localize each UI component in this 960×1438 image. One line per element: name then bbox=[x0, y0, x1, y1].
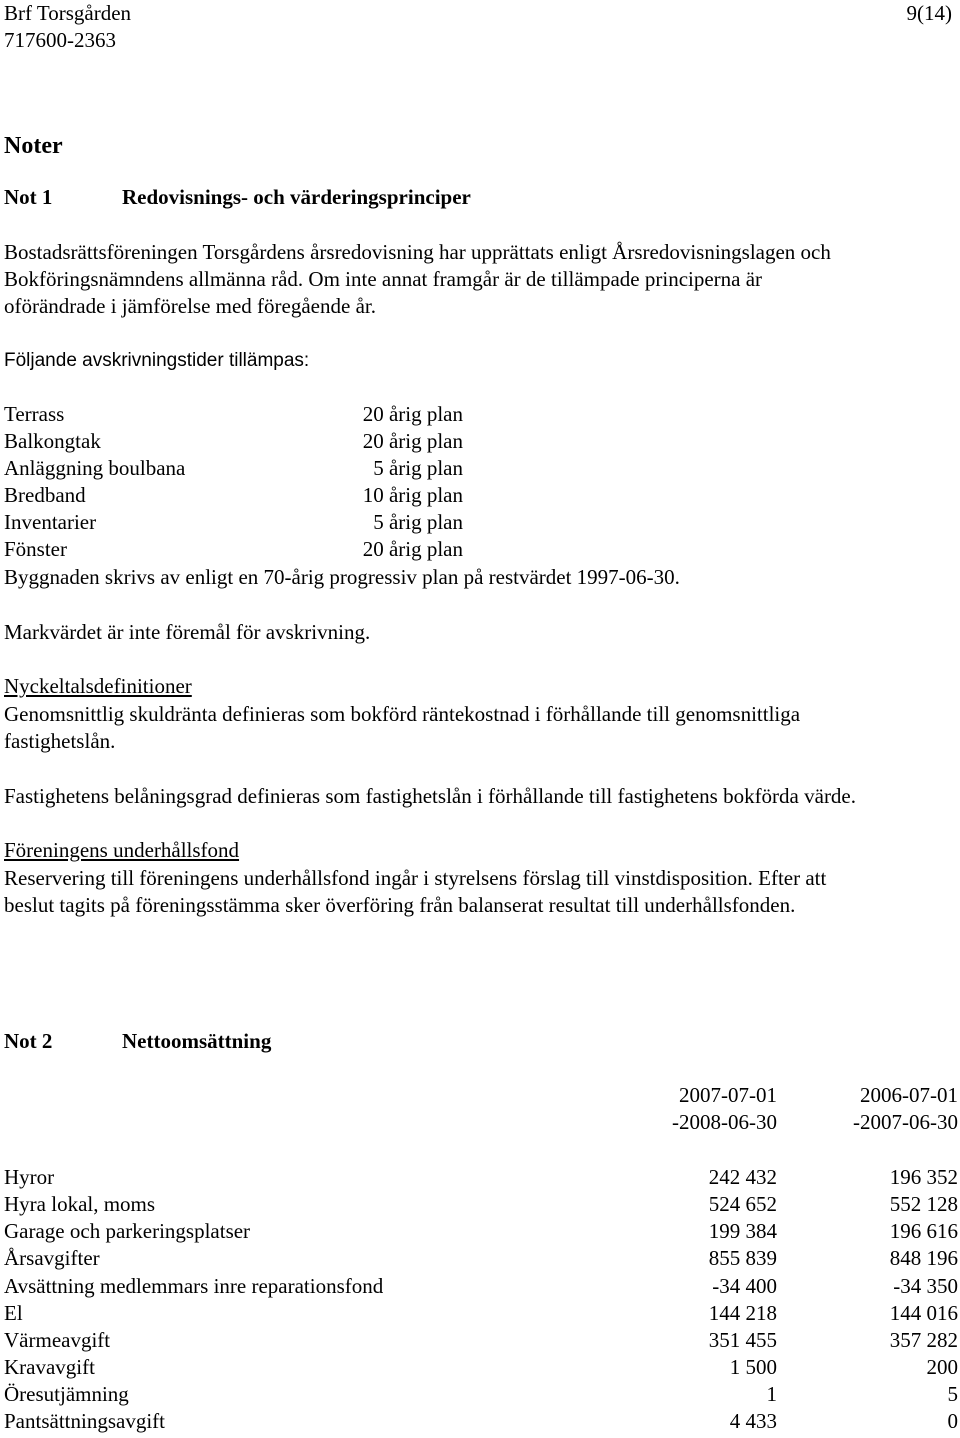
key-ratios-heading: Nyckeltalsdefinitioner bbox=[4, 674, 192, 698]
row-value-previous: -34 350 bbox=[893, 1274, 958, 1298]
row-value-current: 524 652 bbox=[708, 1192, 777, 1216]
row-label: Hyra lokal, moms bbox=[4, 1192, 156, 1216]
depreciation-item-period: 10 årig plan bbox=[362, 483, 463, 507]
loan-ratio-text: Fastighetens belåningsgrad definieras som fastighetslån i förhållande till fastighetens bokförda värde. bbox=[4, 784, 857, 808]
depreciation-item-name: Anläggning boulbana bbox=[4, 456, 186, 480]
depreciation-item-name: Inventarier bbox=[4, 510, 97, 534]
row-label: Pantsättningsavgift bbox=[4, 1409, 165, 1433]
building-depreciation-text: Byggnaden skrivs av enligt en 70-årig progressiv plan på restvärdet 1997-06-30. bbox=[4, 565, 680, 589]
depreciation-item-name: Bredband bbox=[4, 483, 86, 507]
note2-title: Nettoomsättning bbox=[122, 1029, 272, 1053]
depreciation-item-period: 5 årig plan bbox=[373, 456, 463, 480]
row-value-previous: 200 bbox=[926, 1355, 958, 1379]
column-header-current: -2008-06-30 bbox=[672, 1110, 777, 1134]
row-value-current: 351 455 bbox=[708, 1328, 777, 1352]
row-value-previous: 5 bbox=[947, 1382, 958, 1406]
note1-paragraph-line: Bostadsrättsföreningen Torsgårdens årsredovisning har upprättats enligt Årsredovisningslagen och bbox=[4, 240, 831, 264]
organization-number: 717600-2363 bbox=[4, 28, 116, 52]
depreciation-item-period: 20 årig plan bbox=[362, 537, 463, 561]
row-label: El bbox=[4, 1301, 23, 1325]
column-header-previous: -2007-06-30 bbox=[853, 1110, 958, 1134]
row-value-current: 242 432 bbox=[708, 1165, 777, 1189]
key-ratios-line: Genomsnittlig skuldränta definieras som bokförd räntekostnad i förhållande till genomsnittliga bbox=[4, 702, 801, 726]
row-value-current: 199 384 bbox=[708, 1219, 777, 1243]
row-value-previous: 196 352 bbox=[889, 1165, 958, 1189]
maintenance-fund-heading: Föreningens underhållsfond bbox=[4, 838, 240, 862]
key-ratios-line: fastighetslån. bbox=[4, 729, 116, 753]
organization-name: Brf Torsgården bbox=[4, 1, 132, 25]
note1-number: Not 1 bbox=[4, 185, 53, 209]
depreciation-intro: Följande avskrivningstider tillämpas: bbox=[4, 350, 310, 371]
note1-paragraph-line: Bokföringsnämndens allmänna råd. Om inte annat framgår är de tillämpade principerna är bbox=[4, 267, 763, 291]
land-value-text: Markvärdet är inte föremål för avskrivning. bbox=[4, 620, 371, 644]
depreciation-item-name: Fönster bbox=[4, 537, 67, 561]
row-value-current: 1 500 bbox=[729, 1355, 777, 1379]
row-value-current: 144 218 bbox=[708, 1301, 777, 1325]
depreciation-item-period: 20 årig plan bbox=[362, 429, 463, 453]
row-value-previous: 196 616 bbox=[889, 1219, 958, 1243]
note2-number: Not 2 bbox=[4, 1029, 53, 1053]
depreciation-item-period: 5 årig plan bbox=[373, 510, 463, 534]
row-value-previous: 357 282 bbox=[889, 1328, 958, 1352]
maintenance-fund-line: beslut tagits på föreningsstämma sker överföring från balanserat resultat till underhållsfonden. bbox=[4, 893, 796, 917]
row-value-previous: 144 016 bbox=[889, 1301, 958, 1325]
column-header-previous: 2006-07-01 bbox=[860, 1083, 958, 1107]
row-label: Värmeavgift bbox=[4, 1328, 111, 1352]
depreciation-item-name: Balkongtak bbox=[4, 429, 101, 453]
row-value-current: 1 bbox=[766, 1382, 777, 1406]
note1-paragraph-line: oförändrade i jämförelse med föregående år. bbox=[4, 294, 376, 318]
row-label: Avsättning medlemmars inre reparationsfond bbox=[4, 1274, 384, 1298]
row-value-current: -34 400 bbox=[712, 1274, 777, 1298]
row-value-previous: 848 196 bbox=[889, 1246, 958, 1270]
row-value-current: 4 433 bbox=[729, 1409, 777, 1433]
row-label: Hyror bbox=[4, 1165, 55, 1189]
depreciation-item-period: 20 årig plan bbox=[362, 402, 463, 426]
page-number: 9(14) bbox=[906, 1, 952, 25]
row-value-current: 855 839 bbox=[708, 1246, 777, 1270]
maintenance-fund-line: Reservering till föreningens underhållsfond ingår i styrelsens förslag till vinstdisposition. Efter att bbox=[4, 866, 827, 890]
depreciation-item-name: Terrass bbox=[4, 402, 65, 426]
row-value-previous: 552 128 bbox=[889, 1192, 958, 1216]
row-label: Årsavgifter bbox=[4, 1246, 100, 1270]
row-label: Garage och parkeringsplatser bbox=[4, 1219, 251, 1243]
row-label: Öresutjämning bbox=[4, 1382, 129, 1406]
notes-title: Noter bbox=[4, 133, 63, 159]
row-value-previous: 0 bbox=[947, 1409, 958, 1433]
column-header-current: 2007-07-01 bbox=[679, 1083, 777, 1107]
row-label: Kravavgift bbox=[4, 1355, 95, 1379]
note1-title: Redovisnings- och värderingsprinciper bbox=[122, 185, 471, 209]
